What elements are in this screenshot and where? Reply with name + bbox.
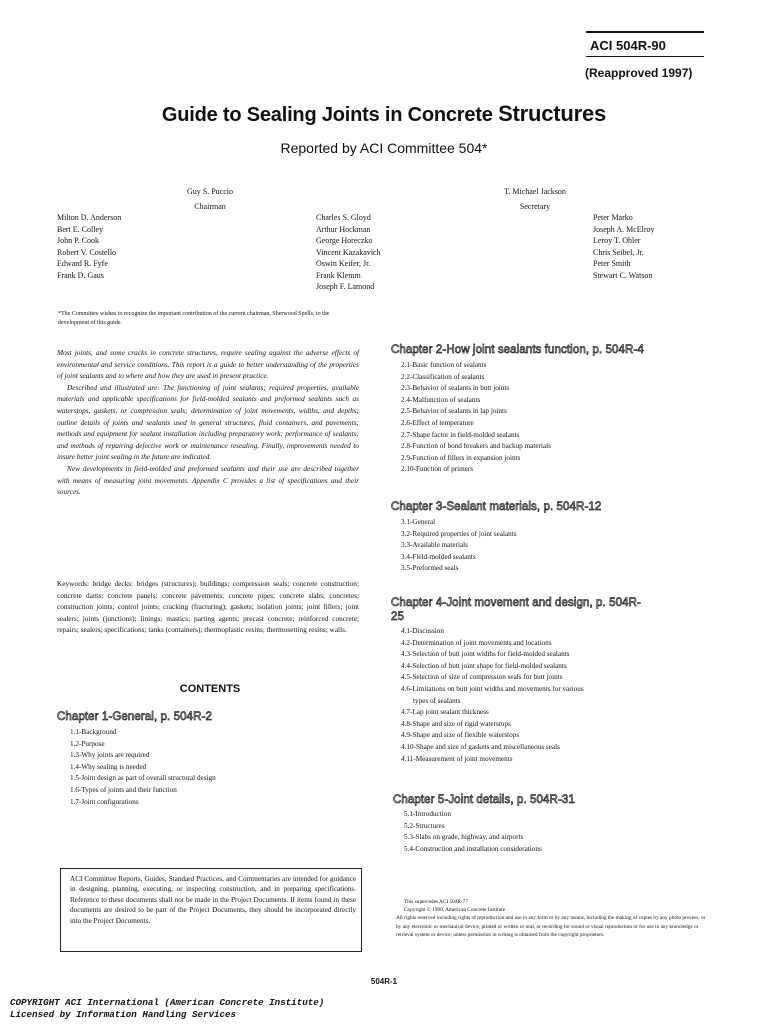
chapter-5-toc (404, 809, 542, 855)
abstract-paragraph: Most joints, and some cracks in concrete structures, require sealing against the adverse effects of environmental and service conditions. This report is a guide to better understanding of the properties of joint sealants and to where and how they are used in present practice. (57, 348, 359, 381)
toc-item: 3.1-General (401, 518, 436, 526)
member-name: Arthur Hockman (316, 224, 371, 234)
watermark-line-1: COPYRIGHT ACI International (American Concrete Institute) (10, 997, 325, 1008)
member-name: Chris Seibel, Jr. (593, 247, 644, 257)
toc-item: 4.2-Determination of joint movements and locations (401, 638, 552, 647)
members-column-1 (57, 212, 197, 281)
abstract (57, 347, 359, 498)
toc-item: 5.2-Structures (404, 821, 445, 830)
secretary-name: T. Michael Jackson (504, 187, 566, 196)
toc-item: 2.8-Function of bond breakers and backup materials (401, 442, 551, 451)
toc-item: 2.5-Behavior of sealants in lap joints (401, 407, 507, 416)
toc-item: 4.11-Measurement of joint movements (401, 754, 513, 763)
members-column-2 (316, 212, 456, 293)
toc-item: 1.3-Why joints are required (70, 751, 150, 760)
reported-by: Reported by ACI Committee 504* (280, 140, 488, 156)
header-rule (586, 31, 704, 33)
toc-item: 4.1-Discussion (401, 627, 444, 635)
toc-item: 1.5-Joint design as part of overall structural design (70, 774, 216, 783)
member-name: Edward R. Fyfe (57, 259, 108, 268)
copyright-block (396, 898, 708, 939)
secretary-block (470, 184, 600, 214)
rights-statement: All rights reserved including rights of reproduction and use in any form or by any means, including the making of copies by any photo process, or by any electronic or mechanical device, printed or written or oral, or recording for sound or visual reproduction or for use in any knowledge or retrieval system or device, unless permission in writing is obtained from the copyright proprietors. (396, 915, 706, 938)
chapter-1-toc (70, 727, 216, 808)
member-name: Milton D. Anderson (57, 213, 122, 222)
toc-item: 2.1-Basic function of sealants (401, 361, 487, 369)
member-name: Frank Klemm (316, 270, 361, 280)
member-name: Frank D. Gaus (57, 270, 104, 280)
toc-item: 2.7-Shape factor in field-molded sealants (401, 430, 520, 439)
document-number: ACI 504R-90 (590, 38, 666, 53)
aci-notice-text: ACI Committee Reports, Guides, Standard Practices, and Commentaries are intended for guidance in designing, planning, executing, or inspecting construction, and in preparing specifications. Reference to these documents shall not be made in the Project Documents. If items found in these documents are desired to be part of the Project Documents, they should be incorporated directly into the Project Documents. (70, 875, 356, 925)
member-name: Leroy T. Ohler (593, 236, 641, 245)
abstract-paragraph: Described and illustrated are: The functioning of joint sealants; required properties, available materials and applicable specifications for field-molded sealants and preformed sealants such as waterstops, gaskets, or compression seals; determination of joint movements, widths, and depths; outline details of joints and sealants used in general structures, fluid containers, and pavements; methods and equipment for sealant installation including preparatory work; performance of sealants; and methods of repairing defective work or maintenance resealing. Finally, improvements needed to insure better joint sealing in the future are indicated. (57, 382, 359, 462)
member-name: Joseph F. Lamond (316, 282, 375, 291)
toc-item: 4.4-Selection of butt joint shape for field-molded sealants (401, 661, 567, 670)
toc-item: 3.2-Required properties of joint sealants (401, 529, 517, 538)
member-name: Charles S. Gloyd (316, 213, 371, 222)
secretary-role: Secretary (519, 202, 551, 211)
members-column-3 (593, 212, 733, 281)
toc-item: 5.1-Introduction (404, 810, 451, 818)
committee-footnote: *The Committee wishes to recognize the important contribution of the current chairman, Sherwood Spells, to the development of this guide. (58, 311, 330, 326)
toc-item: 2.10-Function of primers (401, 465, 474, 474)
keywords: Keywords: bridge decks: bridges (structures); buildings; compression seals; concrete construction; concrete dams; concrete panels; concrete pavements; concrete pipes; concrete slabs; concretes; construction joints; control joints; cracking (fracturing); gaskets; isolation joints; joint fillers; joint sealers; joints (junctions); linings; mastics; parting agents; precast concrete; reinforced concrete; repairs; sealers; specifications; tanks (containers); thermoplastic resins; thermosetting resins; walls. (57, 579, 359, 635)
copyright-line: Copyright © 1990, American Concrete Institute (404, 907, 506, 914)
toc-item: 3.4-Field-molded sealants (401, 552, 476, 561)
toc-item: 4.9-Shape and size of flexible waterstops (401, 731, 520, 740)
toc-item: 3.3-Available materials (401, 541, 468, 550)
toc-item: 4.8-Shape and size of rigid waterstops (401, 719, 511, 728)
toc-item: 5.4-Construction and installation considerations (404, 844, 542, 853)
watermark-line-2: Licensed by Information Handling Services (10, 1009, 237, 1020)
member-name: Stewart C. Watson (593, 270, 653, 280)
chairman-name: Guy S. Puccio (187, 187, 233, 196)
chapter-3-toc (401, 517, 517, 575)
toc-item: 4.3-Selection of butt joint widths for field-molded sealants (401, 650, 570, 659)
member-name: Joseph A. McElroy (593, 224, 655, 234)
toc-item: 4.10-Shape and size of gaskets and miscellaneous seals (401, 742, 560, 751)
title-main: Guide to Sealing Joints in Concrete (161, 104, 499, 126)
chapter-4-heading: Chapter 4-Joint movement and design, p. 504R-25 (391, 597, 641, 623)
header-rule-lower (586, 56, 704, 57)
member-name: Bert E. Colley (57, 224, 103, 234)
chairman-role: Chairman (194, 202, 226, 211)
member-name: Robert V. Costello (57, 247, 117, 257)
toc-item: 1.7-Joint configurations (70, 797, 139, 806)
toc-item: 2.3-Behavior of sealants in butt joints (401, 384, 510, 393)
supersedes-note: This supercedes ACI 504R-77 (404, 899, 468, 905)
member-name: George Horeczko (316, 236, 373, 245)
document-title (0, 101, 768, 127)
toc-item: 5.3-Slabs on grade, highway, and airports (404, 833, 524, 842)
chapter-3-heading: Chapter 3-Sealant materials, p. 504R-12 (391, 501, 602, 513)
chapter-2-toc (401, 360, 551, 476)
toc-item: 1.1-Background (70, 728, 117, 736)
chapter-2-heading: Chapter 2-How joint sealants function, p. 504R-4 (391, 344, 644, 356)
page-number: 504R-1 (370, 977, 398, 986)
toc-item: 2.4-Malfunction of sealants (401, 395, 481, 404)
toc-item: 1.4-Why sealing is needed (70, 762, 147, 771)
member-name: Peter Marko (593, 213, 633, 222)
toc-item: 2.9-Function of fillers in expansion joints (401, 453, 521, 462)
toc-item: 1.6-Types of joints and their function (70, 785, 177, 794)
member-name: John P. Cook (57, 236, 100, 245)
abstract-paragraph: New developments in field-molded and preformed sealants and their use are described together with means of measuring joint movements. Appendix C provides a list of specifications and their sources. (57, 463, 359, 497)
chairman-block (150, 184, 270, 214)
toc-item: 3.5-Preformed seals (401, 564, 459, 573)
member-name: Peter Smith (593, 259, 631, 268)
license-watermark (10, 997, 324, 1021)
reapproved-note: (Reapproved 1997) (585, 66, 693, 80)
toc-item: 2.6-Effect of temperature (401, 418, 474, 427)
toc-item: 4.6-Limitations on butt joint widths and movements for various (401, 684, 584, 693)
chapter-1-heading: Chapter 1-General, p. 504R-2 (57, 711, 212, 723)
chapter-4-toc (401, 626, 584, 765)
toc-item: 1.2-Purpose (70, 739, 105, 748)
toc-item: 2.2-Classification of sealants (401, 372, 485, 381)
title-last-word: Structures (498, 101, 607, 126)
toc-item: 4.5-Selection of size of compression seals for butt joints (401, 673, 563, 682)
member-name: Vincent Kazakavich (316, 247, 381, 257)
toc-item: 4.7-Lap joint sealant thickness (401, 708, 489, 717)
member-name: Oswin Keifer, Jr. (316, 259, 371, 268)
chapter-5-heading: Chapter 5-Joint details, p. 504R-31 (393, 794, 575, 806)
toc-item-continuation: types of sealants (413, 696, 461, 705)
contents-heading: CONTENTS (179, 683, 241, 695)
